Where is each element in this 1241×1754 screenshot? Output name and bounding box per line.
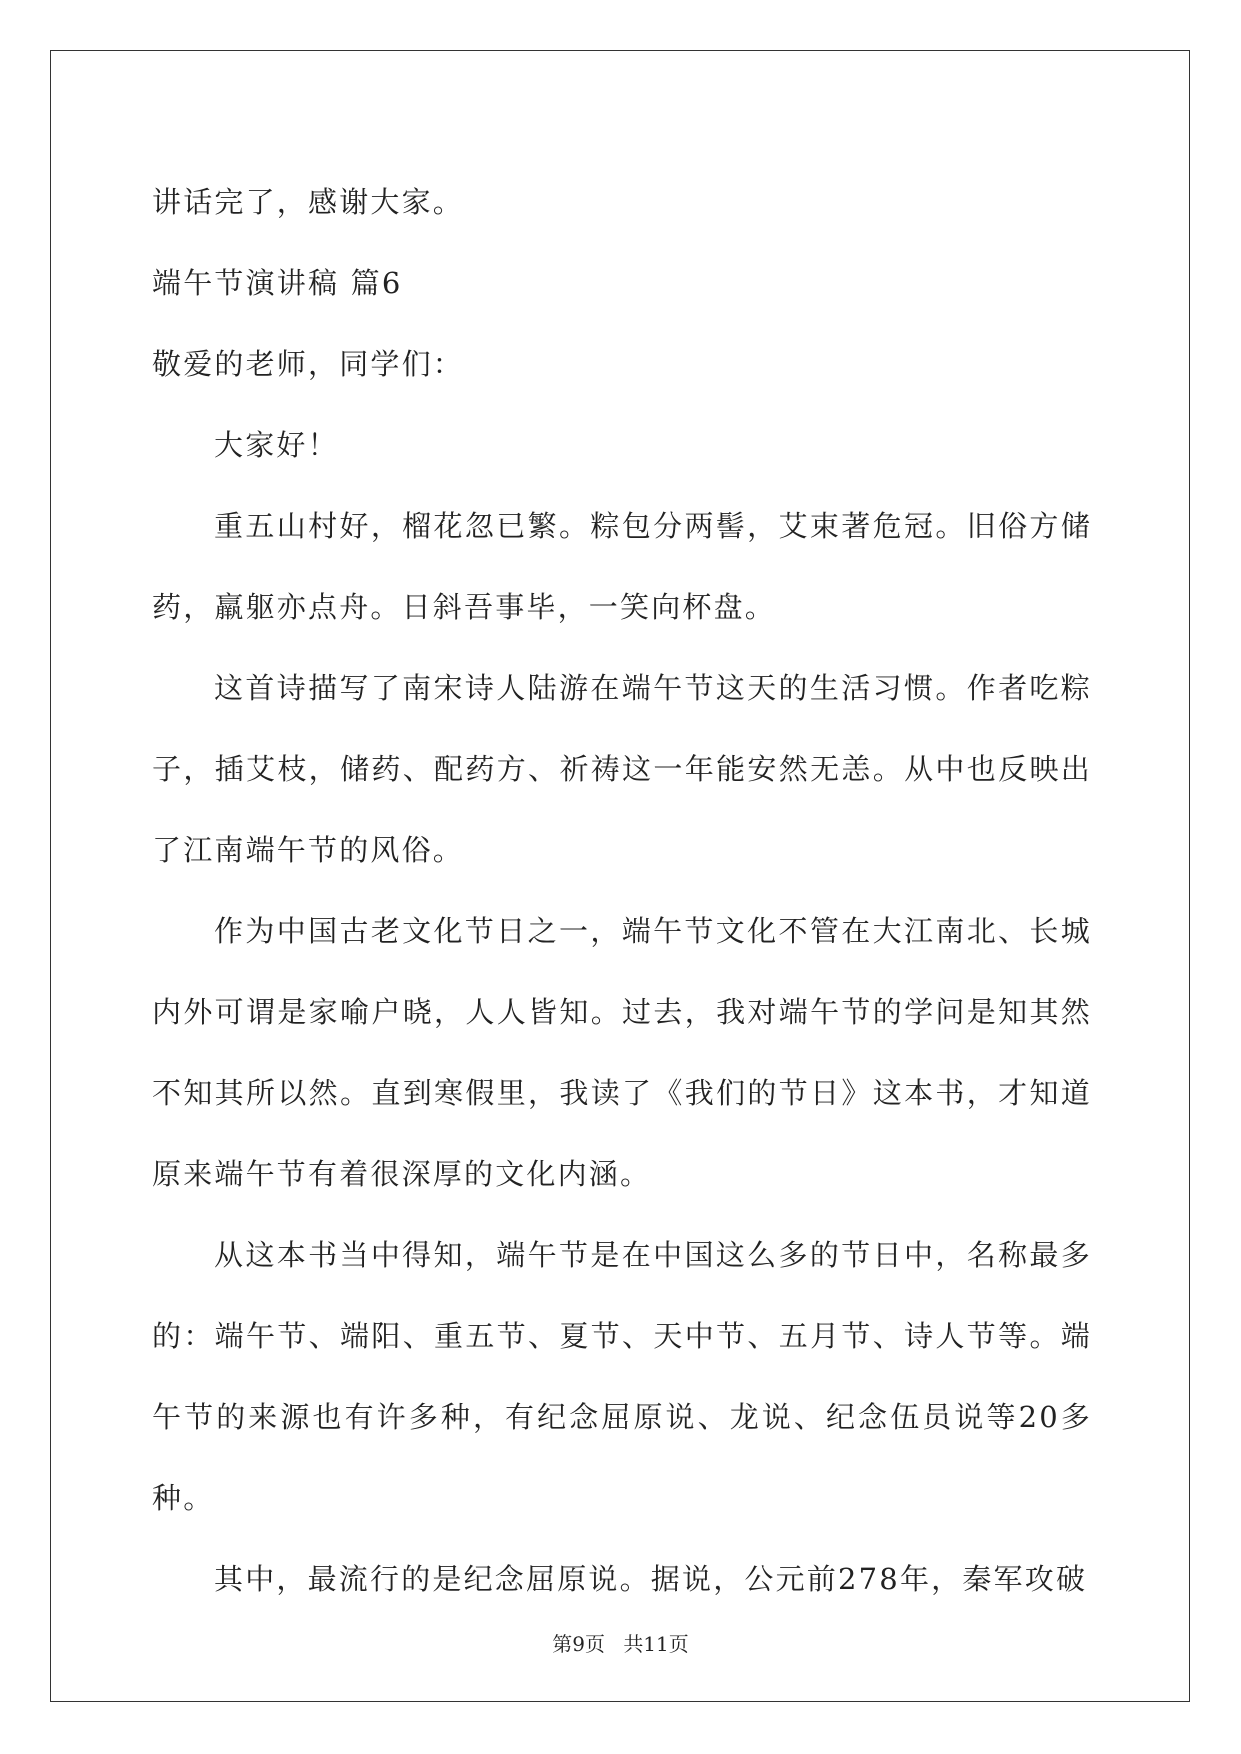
- paragraph-names: 从这本书当中得知，端午节是在中国这么多的节日中，名称最多的：端午节、端阳、重五节、夏节、天中节、五月节、诗人节等。端午节的来源也有许多种，有纪念屈原说、龙说、纪念伍员说等20多种。: [152, 1238, 1092, 1515]
- paragraph-culture: 作为中国古老文化节日之一，端午节文化不管在大江南北、长城内外可谓是家喻户晓，人人皆知。过去，我对端午节的学问是知其然不知其所以然。直到寒假里，我读了《我们的节日》这本书，才知道原来端午节有着很深厚的文化内涵。: [152, 914, 1092, 1191]
- greeting: 大家好！: [214, 428, 339, 462]
- salutation: 敬爱的老师，同学们：: [152, 347, 465, 381]
- closing-line: 讲话完了，感谢大家。: [152, 185, 465, 219]
- page-number: 第9页: [552, 1632, 605, 1656]
- section-title: 端午节演讲稿 篇6: [152, 266, 403, 300]
- page-footer: [0, 1628, 1241, 1657]
- total-pages: 共11页: [623, 1632, 689, 1656]
- paragraph-poem: 重五山村好，榴花忽已繁。粽包分两髻，艾束著危冠。旧俗方储药，羸躯亦点舟。日斜吾事毕，一笑向杯盘。: [152, 509, 1092, 624]
- paragraph-quyuan: 其中，最流行的是纪念屈原说。据说，公元前278年，秦军攻破: [214, 1562, 1088, 1596]
- document-body: [152, 162, 1092, 1620]
- paragraph-poem-description: 这首诗描写了南宋诗人陆游在端午节这天的生活习惯。作者吃粽子，插艾枝，储药、配药方、祈祷这一年能安然无恙。从中也反映出了江南端午节的风俗。: [152, 671, 1092, 867]
